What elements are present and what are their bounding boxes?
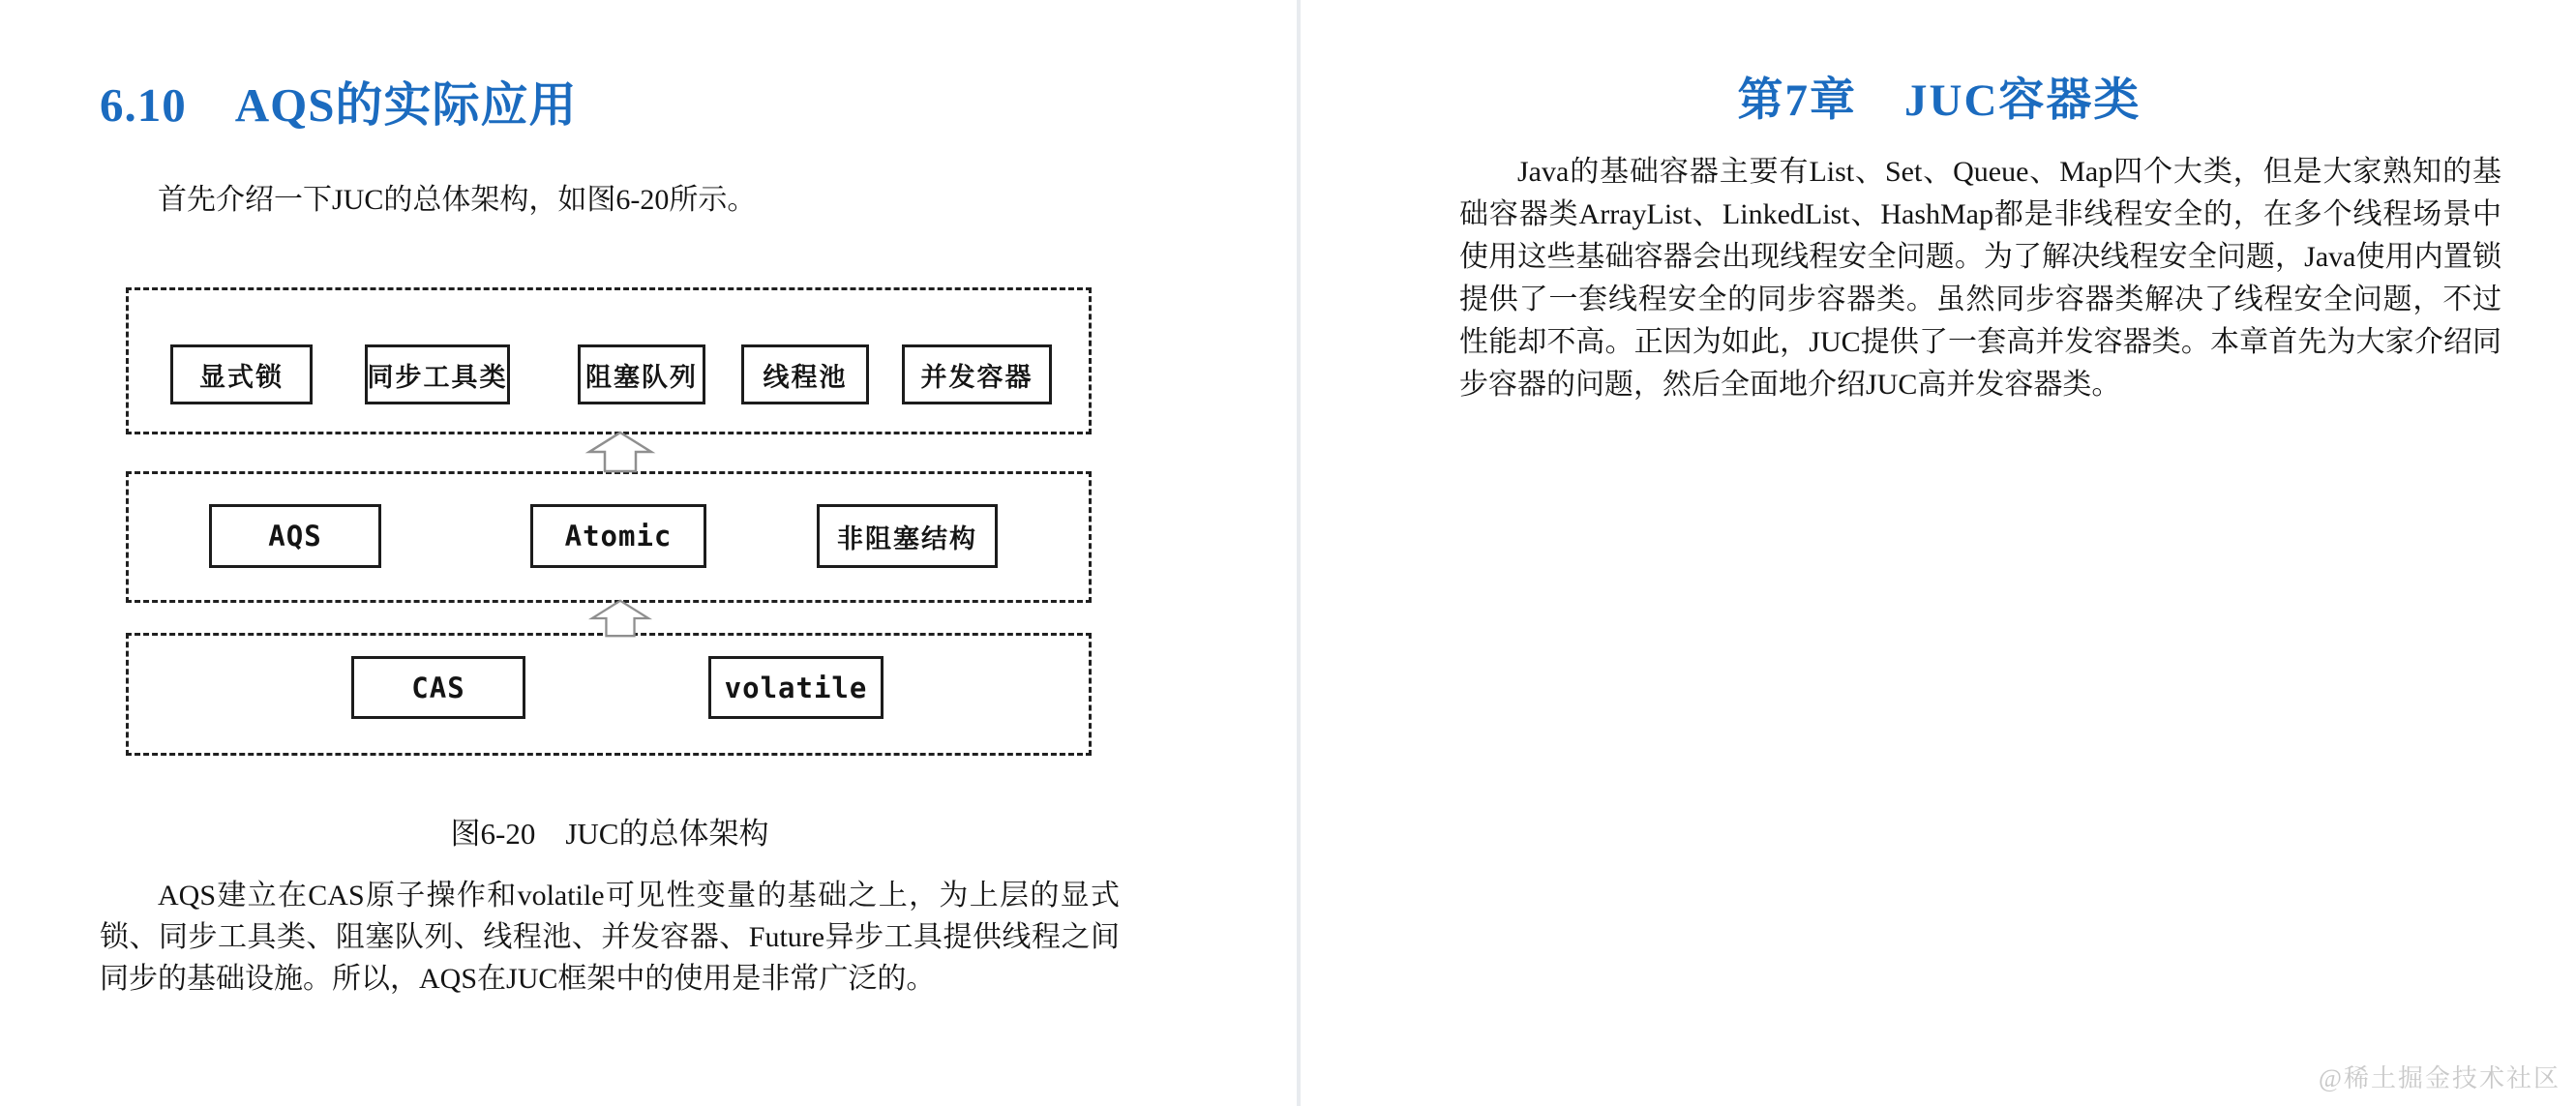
juc-architecture-figure: [126, 287, 1093, 759]
intro-paragraph: 首先介绍一下JUC的总体架构，如图6-20所示。: [158, 184, 757, 216]
figure-box-concurrent-container: 并发容器: [902, 344, 1052, 404]
right-body-paragraph: Java的基础容器主要有List、Set、Queue、Map四个大类，但是大家熟知的基础容器类ArrayList、LinkedList、HashMap都是非线程安全的，在多个线程场景中使用这些基础容器会出现线程安全问题。为了解决线程安全问题，Java使用内置锁提供了一套线程安全的同步容器类。虽然同步容器类解决了线程安全问题，不过性能却不高。正因为如此，JUC提供了一套高并发容器类。本章首先为大家介绍同步容器的问题，然后全面地介绍JUC高并发容器类。: [1459, 156, 2501, 401]
figure-box-blocking-queue: 阻塞队列: [578, 344, 705, 404]
watermark-text: @稀土掘金技术社区: [2319, 1064, 2561, 1092]
figure-caption: 图6-20 JUC的总体架构: [450, 817, 769, 851]
figure-box-aqs: AQS: [209, 504, 381, 568]
up-arrow-icon: [580, 431, 661, 473]
figure-layer-foundation: [126, 633, 1092, 756]
figure-layer-core: [126, 471, 1092, 603]
figure-box-cas: CAS: [351, 656, 525, 719]
right-page: [1303, 0, 2576, 1106]
up-arrow-icon: [580, 599, 661, 638]
chapter-title: 第7章 JUC容器类: [1737, 75, 2142, 126]
figure-box-sync-tools: 同步工具类: [365, 344, 510, 404]
section-title: 6.10 AQS的实际应用: [100, 78, 578, 132]
figure-box-volatile: volatile: [708, 656, 884, 719]
page-divider: [1297, 0, 1301, 1106]
left-body-paragraph: AQS建立在CAS原子操作和volatile可见性变量的基础之上，为上层的显式锁、同步工具类、阻塞队列、线程池、并发容器、Future异步工具提供线程之间同步的基础设施。所以，AQS在JUC框架中的使用是非常广泛的。: [100, 880, 1120, 995]
figure-box-explicit-lock: 显式锁: [170, 344, 313, 404]
figure-box-nonblocking-structure: 非阻塞结构: [817, 504, 998, 568]
figure-box-atomic: Atomic: [530, 504, 706, 568]
figure-box-thread-pool: 线程池: [741, 344, 869, 404]
figure-layer-components: [126, 287, 1092, 434]
